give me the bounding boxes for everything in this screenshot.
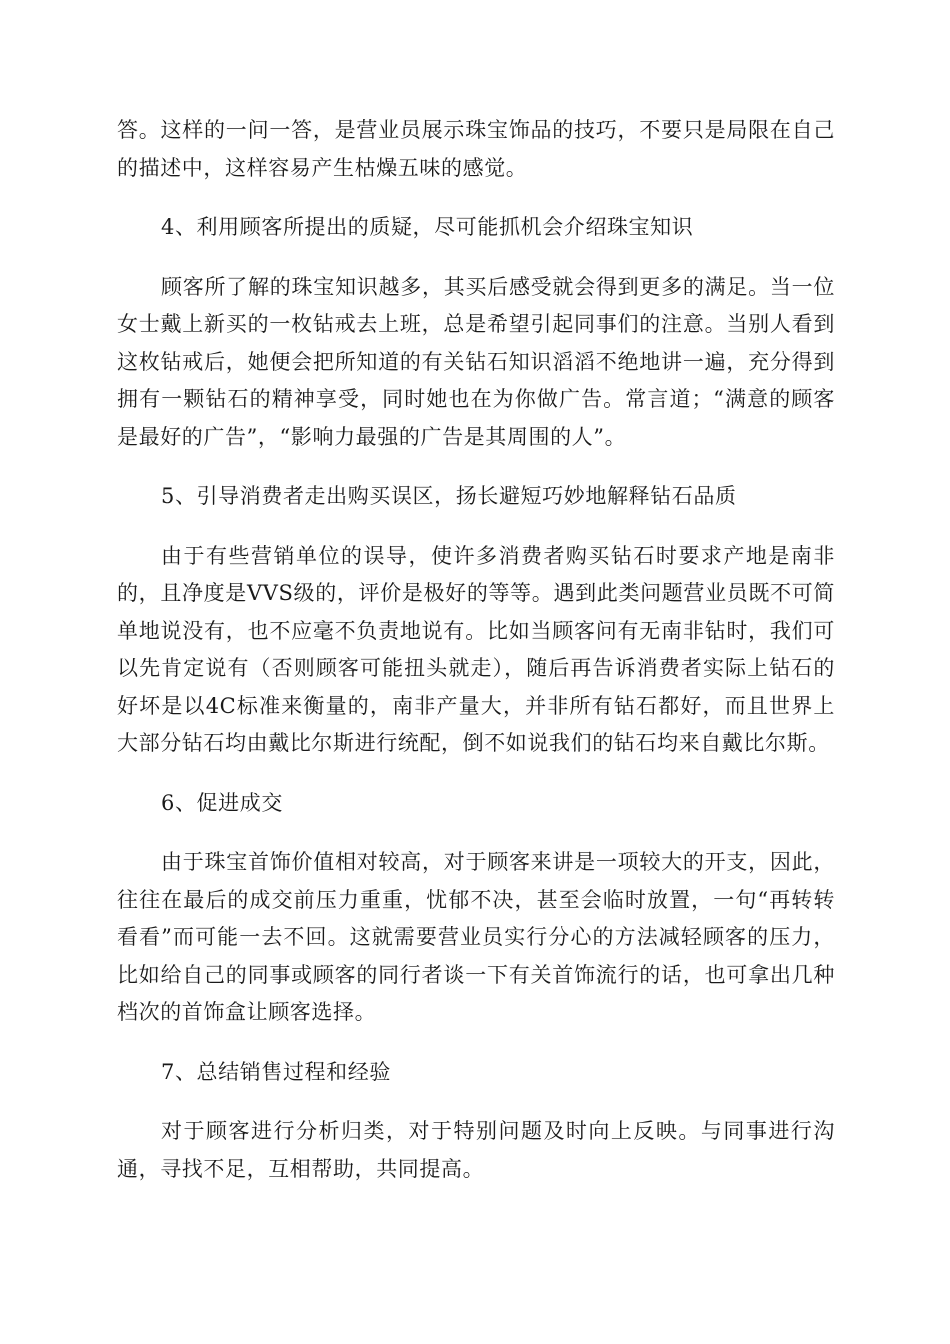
section-heading-7: 7、总结销售过程和经验 [161, 1059, 391, 1084]
section-heading-6: 6、促进成交 [161, 790, 283, 815]
paragraph-section-7: 对于顾客进行分析归类，对于特别问题及时向上反映。与同事进行沟通，寻找不足，互相帮助，共同提高。 [117, 1119, 835, 1181]
document-body [117, 112, 835, 1188]
paragraph-continuation: 答。这样的一问一答，是营业员展示珠宝饰品的技巧，不要只是局限在自己的描述中，这样容易产生枯燥五味的感觉。 [117, 118, 835, 180]
paragraph-section-4: 顾客所了解的珠宝知识越多，其买后感受就会得到更多的满足。当一位女士戴上新买的一枚钻戒去上班，总是希望引起同事们的注意。当别人看到这枚钻戒后，她便会把所知道的有关钻石知识滔滔不绝地讲一遍，充分得到拥有一颗钻石的精神享受，同时她也在为你做广告。常言道；“满意的顾客是最好的广告”，“影响力最强的广告是其周围的人”。 [117, 274, 835, 449]
paragraph-section-6: 由于珠宝首饰价值相对较高，对于顾客来讲是一项较大的开支，因此，往往在最后的成交前压力重重，忧郁不决，甚至会临时放置，一句“再转转看看”而可能一去不回。这就需要营业员实行分心的方法减轻顾客的压力，比如给自己的同事或顾客的同行者谈一下有关首饰流行的话，也可拿出几种档次的首饰盒让顾客选择。 [117, 850, 835, 1024]
section-heading-5: 5、引导消费者走出购买误区，扬长避短巧妙地解释钻石品质 [161, 484, 737, 508]
section-heading-4: 4、利用顾客所提出的质疑，尽可能抓机会介绍珠宝知识 [161, 215, 694, 239]
paragraph-section-5: 由于有些营销单位的误导，使许多消费者购买钻石时要求产地是南非的，且净度是VVS级的，评价是极好的等等。遇到此类问题营业员既不可简单地说没有，也不应毫不负责地说有。比如当顾客问有无南非钻时，我们可以先肯定说有（否则顾客可能扭头就走），随后再告诉消费者实际上钻石的好坏是以4C标准来衡量的，南非产量大，并非所有钻石都好，而且世界上大部分钻石均由戴比尔斯进行统配，倒不如说我们的钻石均来自戴比尔斯。 [117, 543, 835, 755]
